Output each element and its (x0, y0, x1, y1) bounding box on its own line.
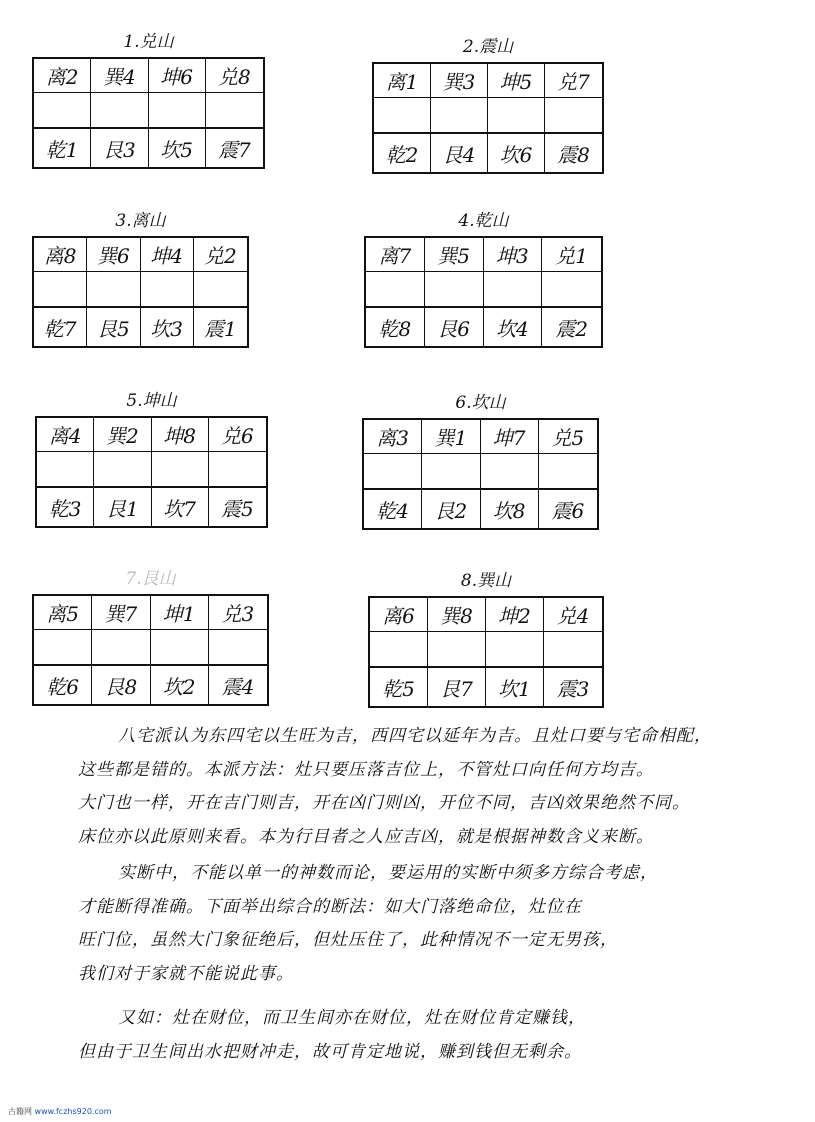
cell: 震4 (221, 674, 255, 699)
cell: 兑7 (545, 64, 602, 98)
footer-watermark (8, 1106, 112, 1117)
text-line: 这些都是错的。本派方法：灶只要压落吉位上，不管灶口向任何方均吉。 (78, 759, 654, 780)
empty-cell (484, 272, 543, 308)
empty-cell (364, 454, 422, 490)
empty-cell (366, 272, 425, 308)
grid-title: 2.震山 (462, 37, 514, 57)
grid-title: 7.艮山 (125, 569, 176, 589)
cell: 坤6 (149, 59, 206, 93)
empty-cell (34, 630, 92, 666)
text-line: 大门也一样，开在吉门则吉，开在凶门则凶，开位不同，吉凶效果绝然不同。 (78, 793, 690, 813)
trigram-table (32, 236, 249, 348)
cell: 震6 (551, 498, 585, 523)
cell: 巽5 (425, 238, 484, 272)
empty-cell (152, 452, 209, 488)
cell: 艮3 (91, 129, 148, 167)
cell: 巽4 (91, 59, 148, 93)
trigram-table (368, 596, 604, 708)
cell: 离3 (364, 420, 422, 454)
cell: 坎2 (151, 666, 209, 704)
trigram-table (32, 594, 269, 706)
trigram-table (35, 416, 268, 528)
cell: 震7 (218, 137, 251, 162)
cell: 震8 (557, 142, 590, 167)
empty-cell (428, 632, 486, 668)
cell: 离1 (374, 64, 431, 98)
empty-cell (486, 632, 544, 668)
cell: 巽3 (431, 64, 488, 98)
grid-title: 8.巽山 (460, 571, 512, 591)
empty-cell (194, 272, 247, 308)
paragraph-3 (78, 1002, 718, 1069)
text-line: 又如：灶在财位，而卫生间亦在财位，灶在财位肯定赚钱， (118, 1008, 586, 1028)
cell: 坎4 (484, 308, 543, 346)
empty-cell (488, 98, 545, 134)
cell: 巽8 (428, 598, 486, 632)
empty-cell (374, 98, 431, 134)
empty-cell (206, 93, 263, 129)
cell: 艮5 (87, 308, 140, 346)
grid-qian-shan (364, 211, 603, 348)
paragraph-2 (78, 857, 718, 991)
cell: 坎3 (141, 308, 194, 346)
cell: 巽6 (87, 238, 140, 272)
cell: 坎8 (481, 490, 539, 528)
cell: 乾3 (37, 488, 94, 526)
cell: 巽7 (92, 596, 150, 630)
cell: 艮6 (425, 308, 484, 346)
cell: 兑8 (206, 59, 263, 93)
cell: 离7 (366, 238, 425, 272)
empty-cell (87, 272, 140, 308)
grid-kun-shan (35, 391, 268, 528)
empty-cell (422, 454, 480, 490)
trigram-table (372, 62, 604, 174)
cell: 离8 (34, 238, 87, 272)
empty-cell (542, 272, 601, 308)
empty-cell (544, 632, 602, 668)
site-name: 古籍网 (8, 1107, 32, 1116)
cell: 坤1 (151, 596, 209, 630)
cell: 坎1 (486, 668, 544, 706)
empty-cell (545, 98, 602, 134)
text-line: 八宅派认为东四宅以生旺为吉，西四宅以延年为吉。且灶口要与宅命相配， (118, 726, 712, 746)
empty-cell (425, 272, 484, 308)
grid-zhen-shan (372, 37, 604, 174)
cell: 艮8 (92, 666, 150, 704)
cell: 巽2 (94, 418, 151, 452)
empty-cell (37, 452, 94, 488)
grid-title: 1.兑山 (123, 32, 174, 52)
cell: 兑4 (544, 598, 602, 632)
text-line: 床位亦以此原则来看。本为行目者之人应吉凶，就是根据神数含义来断。 (78, 826, 654, 847)
empty-cell (149, 93, 206, 129)
cell: 艮1 (94, 488, 151, 526)
empty-cell (370, 632, 428, 668)
empty-cell (151, 630, 209, 666)
cell: 艮2 (422, 490, 480, 528)
cell: 兑5 (539, 420, 597, 454)
cell: 坤5 (488, 64, 545, 98)
cell: 乾1 (34, 129, 91, 167)
grid-kan-shan (362, 393, 599, 530)
site-url[interactable]: www.fczhs920.com (34, 1107, 112, 1116)
grid-title: 6.坎山 (455, 393, 506, 413)
empty-cell (34, 93, 91, 129)
cell: 乾8 (366, 308, 425, 346)
trigram-table (364, 236, 603, 348)
grid-xun-shan (368, 571, 604, 708)
cell: 艮4 (431, 134, 488, 172)
cell: 离6 (370, 598, 428, 632)
cell: 乾2 (374, 134, 431, 172)
text-line: 我们对于家就不能说此事。 (78, 963, 294, 984)
text-line: 但由于卫生间出水把财冲走，故可肯定地说，赚到钱但无剩余。 (78, 1041, 582, 1062)
cell: 离2 (34, 59, 91, 93)
cell: 离4 (37, 418, 94, 452)
grid-title: 4.乾山 (458, 211, 509, 231)
cell: 坤7 (481, 420, 539, 454)
cell: 兑6 (209, 418, 266, 452)
cell: 坤3 (484, 238, 543, 272)
cell: 兑1 (542, 238, 601, 272)
cell: 坎7 (152, 488, 209, 526)
empty-cell (34, 272, 87, 308)
empty-cell (91, 93, 148, 129)
cell: 坎5 (149, 129, 206, 167)
cell: 兑3 (209, 596, 267, 630)
grid-title: 5.坤山 (126, 391, 177, 411)
cell: 乾7 (34, 308, 87, 346)
text-line: 旺门位，虽然大门象征绝后，但灶压住了，此种情况不一定无男孩， (78, 930, 618, 950)
grid-li-shan (32, 211, 249, 348)
empty-cell (92, 630, 150, 666)
cell: 坤2 (486, 598, 544, 632)
cell: 乾5 (370, 668, 428, 706)
paragraph-1 (78, 720, 718, 854)
cell: 乾4 (364, 490, 422, 528)
cell: 兑2 (194, 238, 247, 272)
empty-cell (209, 452, 266, 488)
cell: 艮7 (428, 668, 486, 706)
empty-cell (209, 630, 267, 666)
empty-cell (481, 454, 539, 490)
cell: 离5 (34, 596, 92, 630)
grid-title: 3.离山 (115, 211, 166, 231)
cell: 震3 (556, 676, 590, 701)
cell: 乾6 (34, 666, 92, 704)
empty-cell (141, 272, 194, 308)
grid-gen-shan (32, 569, 269, 706)
trigram-table (362, 418, 599, 530)
cell: 坤4 (141, 238, 194, 272)
empty-cell (431, 98, 488, 134)
cell: 震2 (555, 316, 588, 341)
grid-dui-shan (32, 32, 265, 169)
cell: 震5 (221, 496, 254, 521)
empty-cell (539, 454, 597, 490)
cell: 巽1 (422, 420, 480, 454)
cell: 坤8 (152, 418, 209, 452)
empty-cell (94, 452, 151, 488)
cell: 坎6 (488, 134, 545, 172)
text-line: 才能断得准确。下面举出综合的断法：如大门落绝命位，灶位在 (78, 896, 582, 917)
text-line: 实断中，不能以单一的神数而论，要运用的实断中须多方综合考虑， (118, 863, 658, 883)
cell: 震1 (204, 316, 237, 341)
trigram-table (32, 57, 265, 169)
